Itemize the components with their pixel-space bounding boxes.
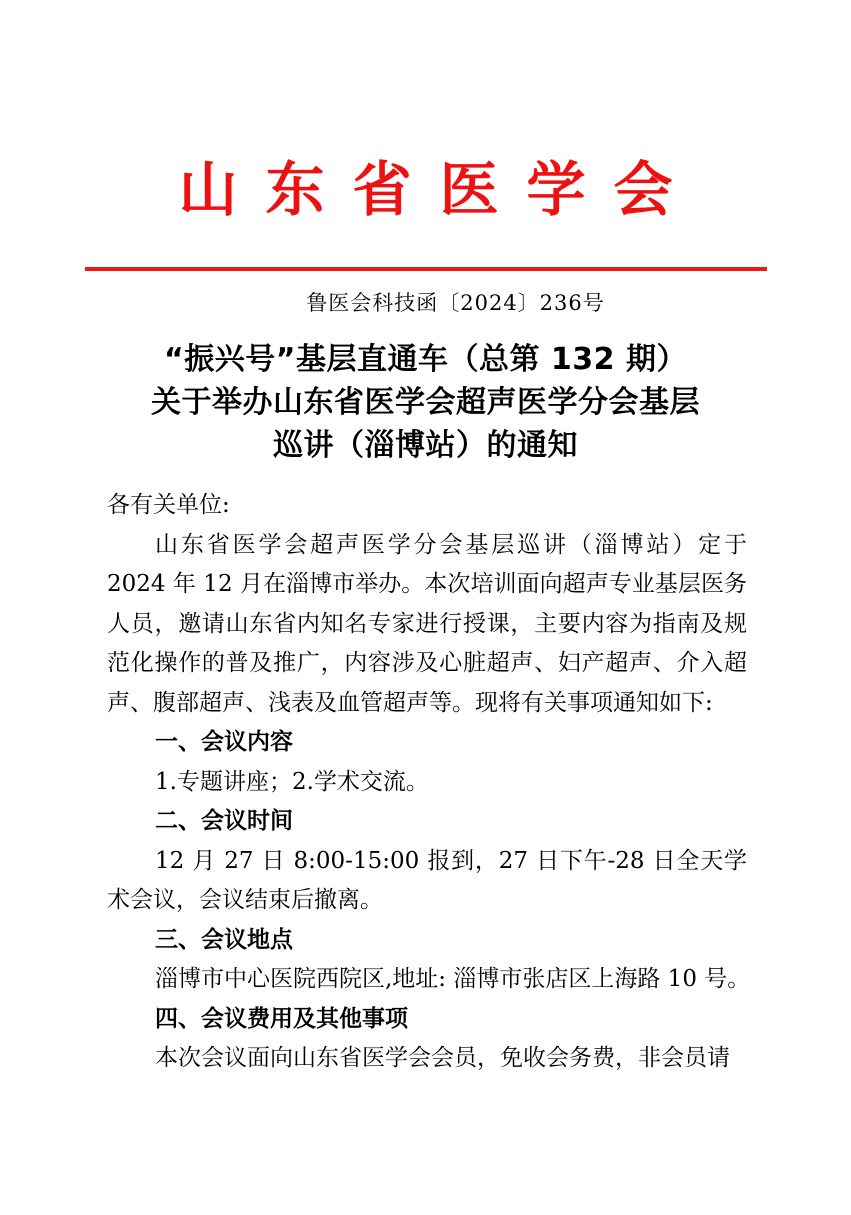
letterhead-red-rule [85,267,767,271]
letterhead [0,155,851,224]
section-heading-1: 一、会议内容 [155,729,293,755]
document-number-row [0,288,851,318]
section-content-1: 1.专题讲座；2.学术交流。 [155,768,429,795]
section-heading-4: 四、会议费用及其他事项 [155,1005,408,1032]
page-title [70,338,781,467]
intro-paragraph: 山东省医学会超声医学分会基层巡讲（淄博站）定于 2024 年 12 月在淄博市举办。本次培训面向超声专业基层医务人员，邀请山东省内知名专家进行授课，主要内容为指南及规范化操作的普及推广，内容涉及心脏超声、妇产超声、介入超声、腹部超声、浅表及血管超声等。现将有关事项通知如下: [107,531,747,716]
section-heading-3: 三、会议地点 [155,926,293,953]
section-content-4: 本次会议面向山东省医学会会员，免收会务费，非会员请 [155,1045,730,1071]
salutation: 各有关单位: [107,492,230,518]
section-content-3: 淄博市中心医院西院区,地址: 淄博市张店区上海路 10 号。 [155,966,751,992]
section-content-2: 12 月 27 日 8:00-15:00 报到，27 日下午-28 日全天学术会议，会议结束后撤离。 [107,847,747,913]
page-title-line-2: 关于举办山东省医学会超声医学分会基层 [151,385,700,420]
page-title-line-3: 巡讲（淄博站）的通知 [273,428,578,463]
section-heading-2: 二、会议时间 [155,808,293,834]
document-body [107,486,751,1079]
page-title-line-1: “振兴号”基层直通车（总第 132 期） [164,342,687,377]
document-number: 鲁医会科技函〔2024〕236号 [306,291,605,315]
letterhead-organization: 山东省医学会 [178,155,701,224]
